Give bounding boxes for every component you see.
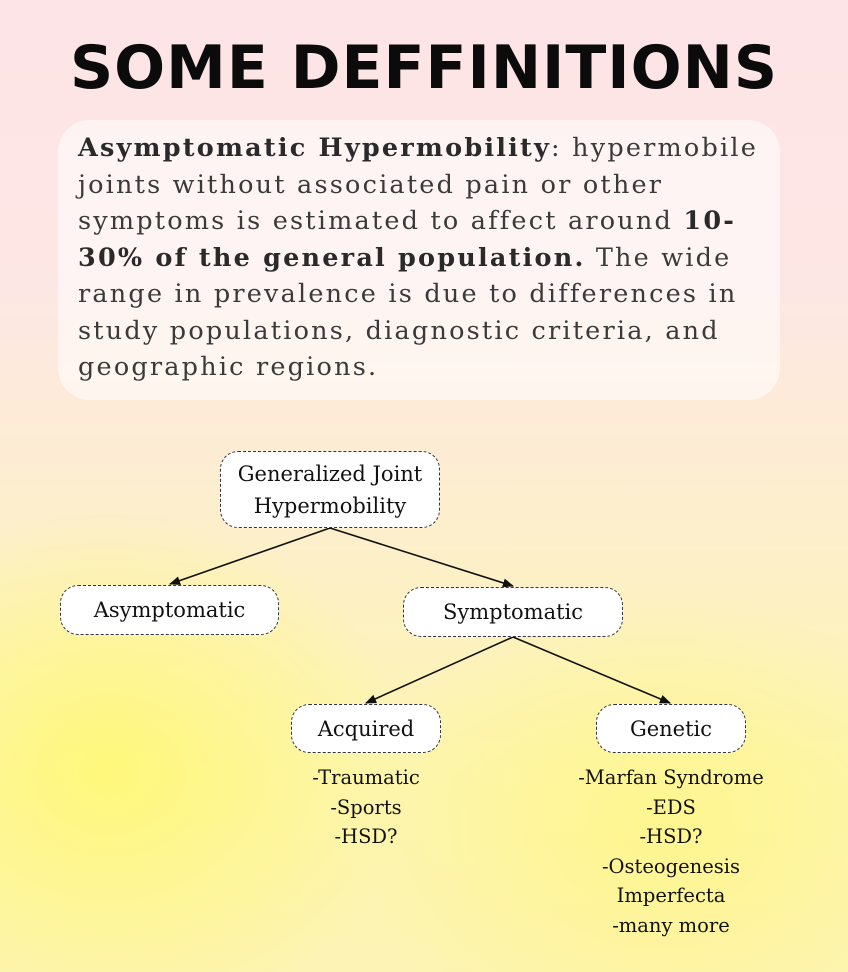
list-item: -many more: [612, 913, 730, 937]
list-item: -EDS: [646, 795, 696, 819]
definition-text-2: The wide range in prevalence is due to differences in study populations, diagnostic criteria, and geographic regions.: [78, 242, 738, 382]
list-item: -Osteogenesis: [601, 854, 741, 878]
list-item: -Marfan Syndrome: [578, 766, 764, 789]
list-item: Imperfecta: [616, 884, 726, 907]
genetic-causes-list: [556, 763, 786, 940]
list-item: -Traumatic: [312, 766, 420, 789]
node-genetic: Genetic: [596, 704, 746, 753]
edge-symptomatic-acquired: [366, 637, 513, 703]
definition-term: Asymptomatic Hypermobility: [78, 133, 552, 163]
node-symptomatic: Symptomatic: [403, 587, 623, 637]
definition-text-1: : hypermobile joints without associated pain or other symptoms is estimated to affect around: [78, 133, 759, 236]
list-item: -Sports: [330, 795, 402, 819]
node-asymptomatic: Asymptomatic: [60, 585, 279, 635]
edge-symptomatic-genetic: [513, 637, 670, 703]
edge-root-symptomatic: [330, 528, 513, 586]
list-item: -HSD?: [639, 825, 703, 848]
definition-highlight: 10-30% of the general population.: [78, 206, 737, 273]
node-acquired: Acquired: [291, 704, 441, 753]
acquired-causes-list: [266, 763, 466, 852]
node-generalized-joint-hypermobility: Generalized Joint Hypermobility: [220, 451, 440, 528]
edge-root-asymptomatic: [170, 528, 330, 584]
page-title: SOME DEFFINITIONS: [69, 33, 779, 103]
list-item: -HSD?: [334, 825, 398, 848]
